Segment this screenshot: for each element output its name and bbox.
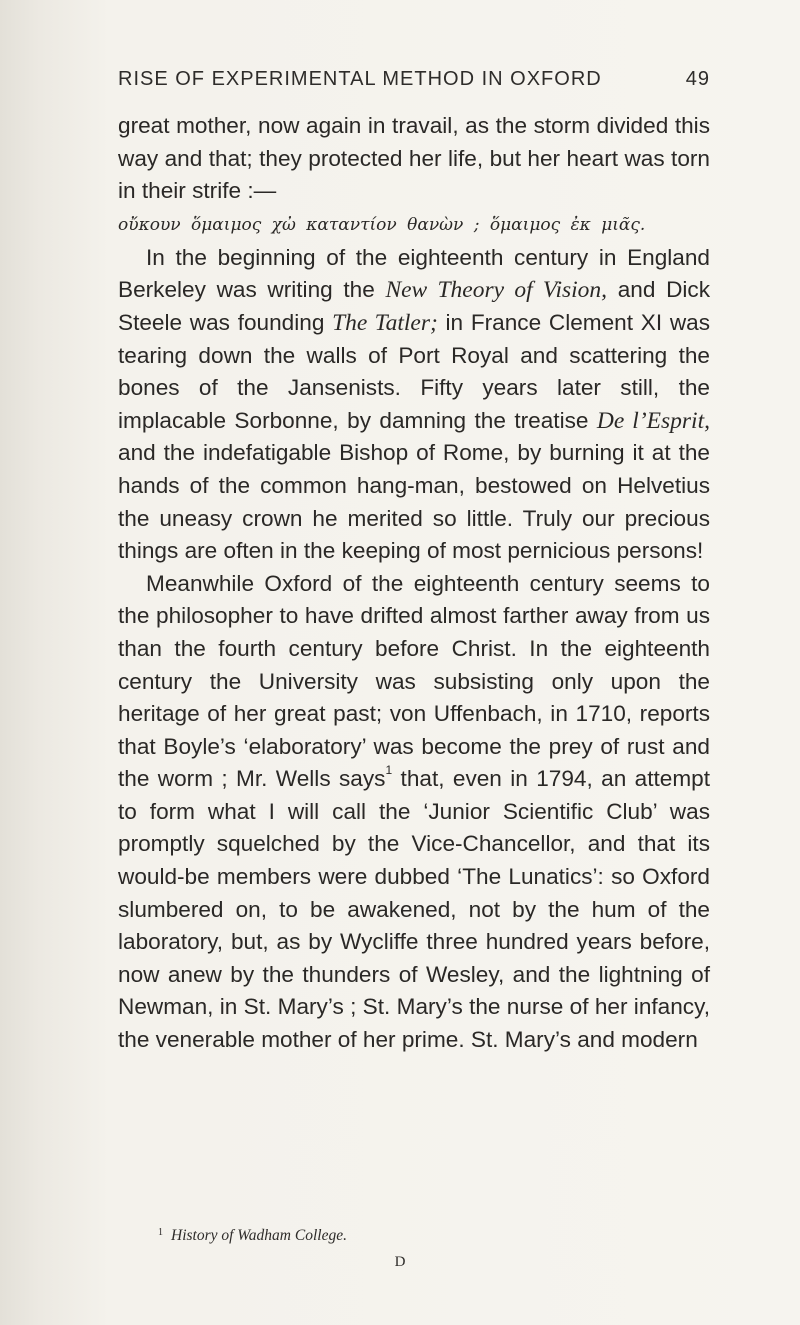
- footnote-marker: 1: [158, 1227, 163, 1238]
- paragraph: [118, 568, 710, 1057]
- footnote-text: History of Wadham College.: [171, 1227, 347, 1244]
- text-run: In the beginning of the eighteenth century in England Berkeley was writing the: [118, 244, 710, 303]
- page-number: 49: [685, 68, 710, 90]
- text-run: that, even in 1794, an attempt to form what I will call the ‘Junior Scientific Club’ was promptly squelched by the Vice-Chancellor, and that its would-be members were dubbed ‘The Lunatics’: so Oxford slumbered on, to be awakened, not by the hum of the laboratory, but, as by Wycliffe three hundred years before, now anew by the thunders of Wesley, and the lightning of Newman, in St. Mary’s ; St. Mary’s the nurse of her infancy, the venerable mother of her prime. St. Mary’s and modern: [118, 766, 710, 1053]
- paragraph: [118, 242, 710, 568]
- running-head-title: RISE OF EXPERIMENTAL METHOD IN OXFORD: [118, 68, 602, 90]
- text-run: great mother, now again in travail, as the storm divided this way and that; they protected her life, but her heart was torn in their strife :—: [118, 113, 710, 204]
- paragraph: [118, 110, 710, 208]
- body-text: [118, 110, 710, 1057]
- italic-title: De l’Esprit,: [596, 407, 710, 434]
- text-run: and Dick Steele was founding: [118, 277, 710, 335]
- text-run: Meanwhile Oxford of the eighteenth century seems to the philosopher to have drifted almost farther away from us than the fourth century before Christ. In the eighteenth century the University was subsisting only upon the heritage of her great past; von Uffenbach, in 1710, reports that Boyle’s ‘elaboratory’ was become the prey of rust and the worm ; Mr. Wells says: [118, 570, 710, 792]
- italic-title: New Theory of Vision,: [385, 277, 608, 304]
- text-run: and the indefatigable Bishop of Rome, by burning it at the hands of the common hang-man, bestowed on Helvetius the uneasy crown he merited so little. Truly our precious things are often in the keeping of most pernicious persons!: [118, 440, 710, 564]
- italic-title: The Tatler;: [332, 309, 438, 336]
- signature-mark: D: [394, 1254, 406, 1270]
- greek-quotation: [118, 214, 710, 236]
- text-run: in France Clement XI was tearing down the walls of Port Royal and scattering the bones of the Jansenists. Fifty years later still, the implacable Sorbonne, by damning the treatise: [118, 309, 710, 433]
- text-run: οὔκουν ὅμαιμος χὠ καταντίον θανὼν ; ὅμαιμος ἐκ μιᾶς.: [118, 214, 646, 235]
- footnote-reference: 1: [385, 763, 393, 778]
- footnote: [158, 1227, 678, 1245]
